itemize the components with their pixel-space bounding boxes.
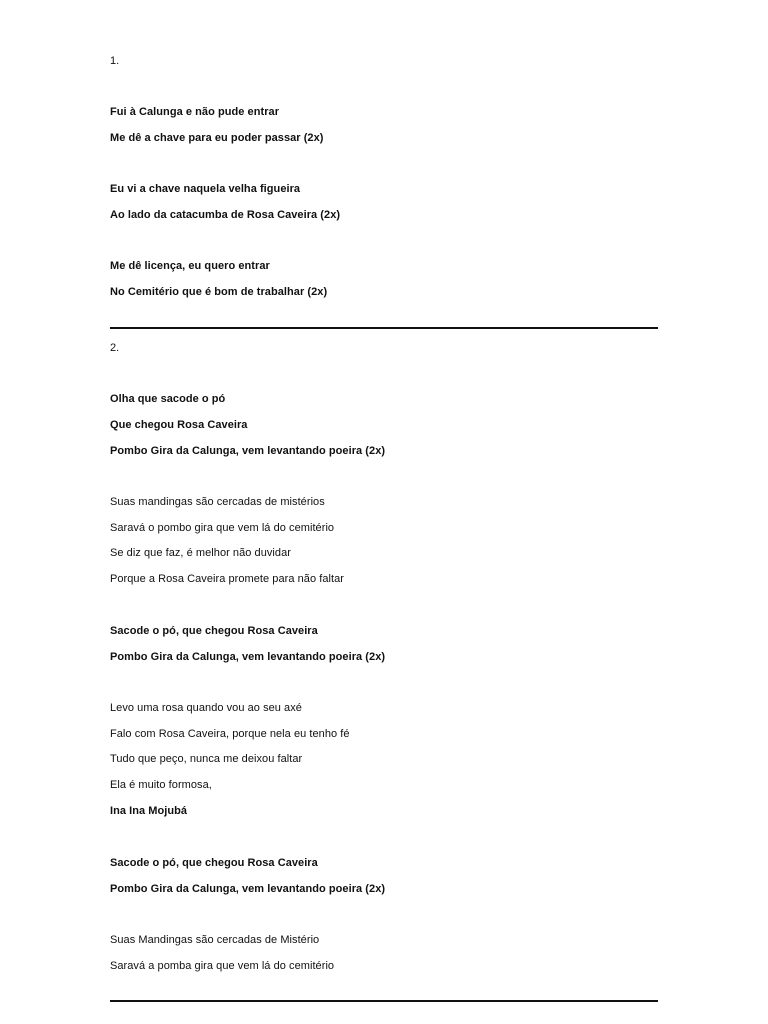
lyric-line: Pombo Gira da Calunga, vem levantando poeira (2x) [110, 883, 386, 895]
section-divider [110, 327, 658, 329]
lyric-line: Ela é muito formosa, [110, 779, 212, 791]
lyric-line: Saravá a pomba gira que vem lá do cemitério [110, 960, 335, 972]
lyric-line: Fui à Calunga e não pude entrar [110, 106, 280, 118]
lyric-line: Suas mandingas são cercadas de mistérios [110, 496, 325, 508]
song-number: 2. [110, 342, 120, 354]
song-number: 1. [110, 55, 120, 67]
lyric-line: Sacode o pó, que chegou Rosa Caveira [110, 625, 318, 637]
lyric-line: Pombo Gira da Calunga, vem levantando poeira (2x) [110, 445, 386, 457]
lyric-line: Saravá o pombo gira que vem lá do cemitério [110, 522, 335, 534]
lyric-line: Tudo que peço, nunca me deixou faltar [110, 753, 303, 765]
lyric-line: Sacode o pó, que chegou Rosa Caveira [110, 857, 318, 869]
lyric-line: Me dê a chave para eu poder passar (2x) [110, 132, 324, 144]
lyric-line: Levo uma rosa quando vou ao seu axé [110, 702, 302, 714]
lyric-line: Pombo Gira da Calunga, vem levantando poeira (2x) [110, 651, 386, 663]
lyric-line: Se diz que faz, é melhor não duvidar [110, 547, 291, 559]
lyric-line: Ina Ina Mojubá [110, 805, 188, 817]
lyric-line: Porque a Rosa Caveira promete para não faltar [110, 573, 344, 585]
lyric-line: Me dê licença, eu quero entrar [110, 260, 270, 272]
lyric-line: Eu vi a chave naquela velha figueira [110, 183, 301, 195]
lyric-line: Olha que sacode o pó [110, 393, 226, 405]
section-divider [110, 1000, 658, 1002]
lyric-line: No Cemitério que é bom de trabalhar (2x) [110, 286, 328, 298]
lyric-line: Falo com Rosa Caveira, porque nela eu tenho fé [110, 728, 350, 740]
lyric-line: Que chegou Rosa Caveira [110, 419, 248, 431]
lyric-line: Suas Mandingas são cercadas de Mistério [110, 934, 320, 946]
lyric-line: Ao lado da catacumba de Rosa Caveira (2x) [110, 209, 341, 221]
